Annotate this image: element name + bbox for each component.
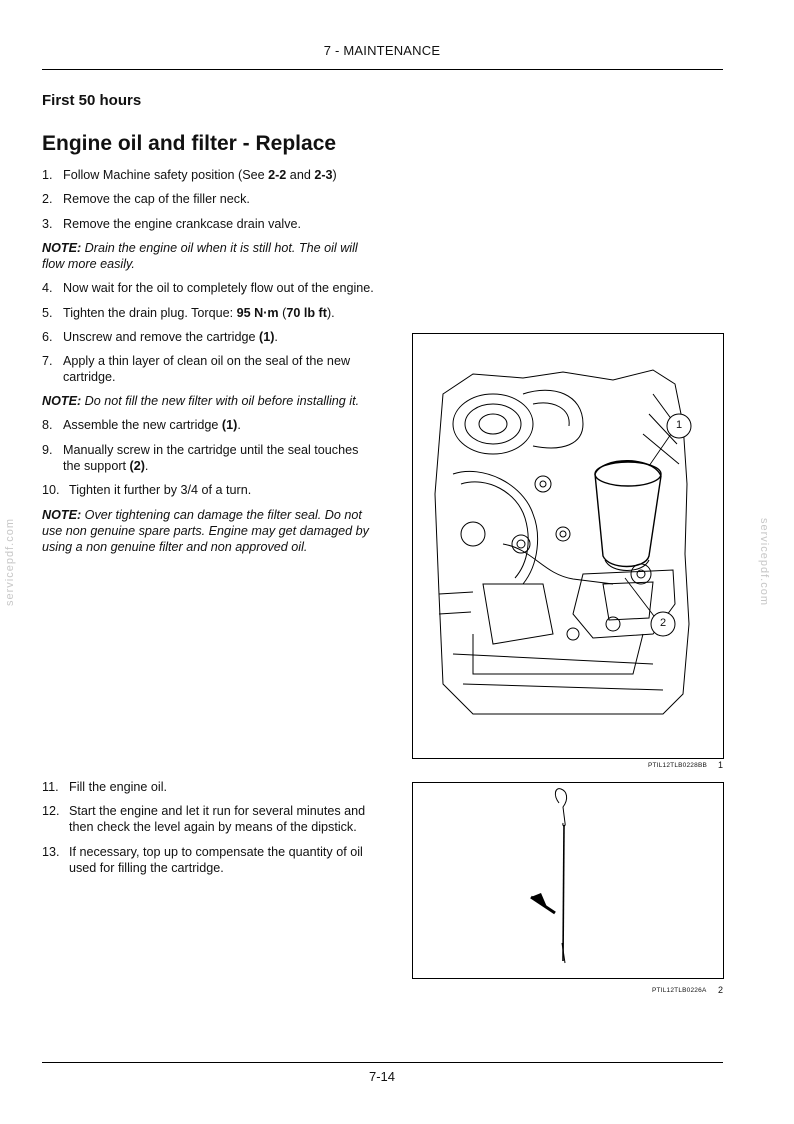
step-4 xyxy=(42,280,384,296)
step-text: . xyxy=(237,418,241,432)
step-1 xyxy=(42,167,384,183)
note-2 xyxy=(42,393,384,409)
step-text: Remove the cap of the filler neck. xyxy=(63,192,250,206)
note-3 xyxy=(42,507,384,555)
figure-engine-oil-filter xyxy=(412,333,724,759)
step-text: . xyxy=(274,330,278,344)
step-text: ( xyxy=(278,306,287,320)
step-text: Remove the engine crankcase drain valve. xyxy=(63,217,302,231)
note-text: flow more easily. xyxy=(42,257,135,271)
step-text: ). xyxy=(326,306,335,320)
callout-ref: (2) xyxy=(129,459,145,473)
step-10 xyxy=(42,482,384,498)
step-number: 11. xyxy=(42,780,59,794)
step-text: Manually screw in the cartridge until the seal touches xyxy=(63,443,359,457)
step-number: 6. xyxy=(42,330,53,344)
step-text: Now wait for the oil to completely flow out of the engine. xyxy=(63,281,374,295)
note-text: Over tightening can damage the filter seal. Do not xyxy=(81,508,362,522)
step-text: Apply a thin layer of clean oil on the seal of the new xyxy=(63,354,351,368)
step-text: used for filling the cartridge. xyxy=(69,861,224,875)
page-title: Engine oil and filter - Replace xyxy=(42,132,337,155)
callout-1-label: 1 xyxy=(675,419,683,431)
step-text: then check the level again by means of the dipstick. xyxy=(69,820,357,834)
step-number: 12. xyxy=(42,804,60,818)
step-text: ) xyxy=(332,168,337,182)
step-text: cartridge. xyxy=(63,370,116,384)
step-text: Follow Machine safety position (See xyxy=(63,168,269,182)
step-text: Tighten it further by 3/4 of a turn. xyxy=(69,483,252,497)
step-2 xyxy=(42,191,384,207)
figure-1-caption: PTIL12TLB0228BB xyxy=(648,762,708,769)
page-number: 7-14 xyxy=(368,1069,396,1084)
step-7 xyxy=(42,353,384,385)
step-8 xyxy=(42,417,384,433)
note-text: Drain the engine oil when it is still hot. The oil will xyxy=(81,241,358,255)
step-text: Start the engine and let it run for several minutes and xyxy=(69,804,366,818)
torque-metric: 95 N·m xyxy=(236,306,279,320)
dipstick-illustration xyxy=(413,783,723,978)
torque-imperial: 70 lb ft xyxy=(286,306,327,320)
step-text: the support xyxy=(63,459,130,473)
step-number: 5. xyxy=(42,306,53,320)
step-3 xyxy=(42,216,384,232)
step-number: 3. xyxy=(42,217,53,231)
section-heading: First 50 hours xyxy=(42,92,142,109)
ref-link[interactable]: 2-2 xyxy=(268,168,287,182)
figure-2-caption: PTIL12TLB0226A xyxy=(652,987,707,994)
figure-1-number: 1 xyxy=(718,760,724,770)
step-number: 8. xyxy=(42,418,53,432)
note-text: using a non genuine filter and non approved oil. xyxy=(42,540,308,554)
callout-ref: (1) xyxy=(221,418,238,432)
callout-ref: (1) xyxy=(259,330,275,344)
step-number: 13. xyxy=(42,845,60,859)
step-11 xyxy=(42,779,384,795)
step-6 xyxy=(42,329,384,345)
step-12 xyxy=(42,803,384,835)
step-text: Tighten the drain plug. Torque: xyxy=(63,306,237,320)
callout-2-label: 2 xyxy=(659,617,667,629)
step-number: 2. xyxy=(42,192,53,206)
step-5 xyxy=(42,305,384,321)
step-number: 4. xyxy=(42,281,53,295)
watermark-right: servicepdf.com xyxy=(757,518,770,606)
chapter-header: 7 - MAINTENANCE xyxy=(323,43,441,58)
step-number: 1. xyxy=(42,168,53,182)
step-text: . xyxy=(144,459,149,473)
note-text: Do not fill the new filter with oil before installing it. xyxy=(81,394,360,408)
step-9 xyxy=(42,442,384,474)
step-text: Fill the engine oil. xyxy=(69,780,168,794)
step-number: 7. xyxy=(42,354,53,368)
figure-dipstick xyxy=(412,782,724,979)
step-number: 10. xyxy=(42,483,60,497)
step-number: 9. xyxy=(42,443,53,457)
note-1 xyxy=(42,240,384,272)
note-label: NOTE: xyxy=(42,508,82,522)
ref-link[interactable]: 2-3 xyxy=(314,168,333,182)
step-text: Assemble the new cartridge xyxy=(63,418,222,432)
note-label: NOTE: xyxy=(42,394,82,408)
step-text: and xyxy=(286,168,315,182)
figure-2-number: 2 xyxy=(718,985,724,995)
step-text: If necessary, top up to compensate the quantity of oil xyxy=(69,845,363,859)
step-text: Unscrew and remove the cartridge xyxy=(63,330,259,344)
engine-illustration xyxy=(413,334,723,758)
note-text: use non genuine spare parts. Engine may get damaged by xyxy=(42,524,369,538)
step-13 xyxy=(42,844,384,876)
footer-rule xyxy=(42,1062,723,1063)
header-rule xyxy=(42,69,723,70)
note-label: NOTE: xyxy=(42,241,82,255)
watermark-left: servicepdf.com xyxy=(3,518,16,606)
